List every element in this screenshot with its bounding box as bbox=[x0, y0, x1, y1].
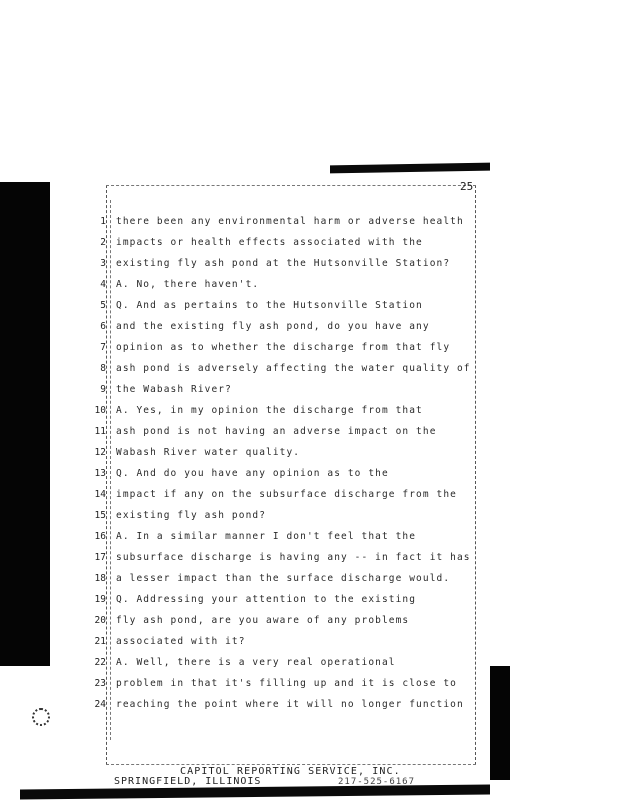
line-text: opinion as to whether the discharge from that fly bbox=[116, 342, 451, 353]
footer-city: SPRINGFIELD, ILLINOIS bbox=[114, 776, 262, 787]
line-number: 7 bbox=[100, 342, 106, 353]
line-text: reaching the point where it will no longer function bbox=[116, 699, 464, 710]
scan-artifact-right bbox=[490, 666, 510, 780]
line-text: Q. And do you have any opinion as to the bbox=[116, 468, 389, 479]
line-text: A. In a similar manner I don't feel that the bbox=[116, 531, 417, 542]
line-text: fly ash pond, are you aware of any problems bbox=[116, 615, 410, 626]
line-number: 9 bbox=[100, 384, 106, 395]
line-text: Q. Addressing your attention to the existing bbox=[116, 594, 417, 605]
line-number: 4 bbox=[100, 279, 106, 290]
line-text: A. No, there haven't. bbox=[116, 279, 260, 290]
line-number: 21 bbox=[94, 636, 106, 647]
line-number: 5 bbox=[100, 300, 106, 311]
line-text: impact if any on the subsurface discharge from the bbox=[116, 489, 457, 500]
line-number: 8 bbox=[100, 363, 106, 374]
line-text: problem in that it's filling up and it is close to bbox=[116, 678, 457, 689]
line-text: ash pond is adversely affecting the water quality of bbox=[116, 363, 471, 374]
line-number: 15 bbox=[94, 510, 106, 521]
line-number: 12 bbox=[94, 447, 106, 458]
line-number: 6 bbox=[100, 321, 106, 332]
line-number: 24 bbox=[94, 699, 106, 710]
margin-rule bbox=[110, 200, 111, 740]
line-number: 20 bbox=[94, 615, 106, 626]
line-text: Q. And as pertains to the Hutsonville Station bbox=[116, 300, 423, 311]
line-number: 1 bbox=[100, 216, 106, 227]
line-number: 23 bbox=[94, 678, 106, 689]
line-text: a lesser impact than the surface discharge would. bbox=[116, 573, 451, 584]
footer-phone: 217-525-6167 bbox=[338, 777, 416, 787]
line-number: 11 bbox=[94, 426, 106, 437]
line-text: A. Yes, in my opinion the discharge from that bbox=[116, 405, 423, 416]
line-number: 17 bbox=[94, 552, 106, 563]
line-text: associated with it? bbox=[116, 636, 246, 647]
line-text: A. Well, there is a very real operational bbox=[116, 657, 396, 668]
ink-blot bbox=[32, 708, 50, 726]
line-number: 13 bbox=[94, 468, 106, 479]
line-text: ash pond is not having an adverse impact on the bbox=[116, 426, 437, 437]
line-number: 22 bbox=[94, 657, 106, 668]
line-number: 16 bbox=[94, 531, 106, 542]
line-number: 3 bbox=[100, 258, 106, 269]
line-text: impacts or health effects associated with the bbox=[116, 237, 423, 248]
line-text: existing fly ash pond at the Hutsonville Station? bbox=[116, 258, 451, 269]
line-number: 19 bbox=[94, 594, 106, 605]
footer-reporter: CAPITOL REPORTING SERVICE, INC. bbox=[180, 766, 401, 777]
line-text: subsurface discharge is having any -- in fact it has bbox=[116, 552, 471, 563]
page-number: 25 bbox=[460, 180, 474, 193]
scan-artifact-top bbox=[330, 163, 490, 174]
scan-artifact-left bbox=[0, 182, 50, 666]
line-text: Wabash River water quality. bbox=[116, 447, 301, 458]
line-text: there been any environmental harm or adverse health bbox=[116, 216, 464, 227]
line-text: existing fly ash pond? bbox=[116, 510, 267, 521]
line-number: 2 bbox=[100, 237, 106, 248]
line-text: and the existing fly ash pond, do you have any bbox=[116, 321, 430, 332]
line-number: 14 bbox=[94, 489, 106, 500]
line-number: 10 bbox=[94, 405, 106, 416]
line-text: the Wabash River? bbox=[116, 384, 232, 395]
line-number: 18 bbox=[94, 573, 106, 584]
